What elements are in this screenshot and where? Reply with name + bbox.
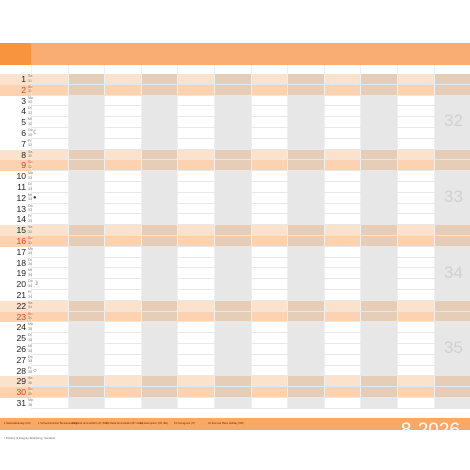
column-header-cell — [251, 65, 288, 74]
row-divider — [31, 408, 470, 409]
weekday-label: Mi — [28, 344, 32, 348]
day-row — [0, 322, 470, 333]
day-row — [0, 193, 470, 204]
week-number-small: 35 — [28, 380, 32, 385]
week-number-small: 34 — [28, 305, 32, 310]
day-number: 15 — [16, 225, 26, 236]
day-number: 13 — [16, 203, 26, 214]
week-number-small: 33 — [28, 229, 32, 234]
day-number: 31 — [16, 398, 26, 408]
weekday-label: Mo — [28, 246, 33, 251]
day-number: 1 — [21, 74, 26, 84]
column-header-cell — [324, 65, 361, 74]
day-number: 27 — [16, 354, 26, 365]
weekday-label: Di — [28, 257, 32, 262]
week-number-small: 35 — [28, 359, 32, 364]
week-number-small: 32 — [28, 143, 32, 148]
holiday-footer-bar — [0, 418, 470, 430]
holiday-note: 15 Mariä Himmelfahrt (AT, BW) — [72, 422, 108, 425]
week-number-small: 34 — [28, 251, 32, 256]
week-number-small: 34 — [28, 294, 32, 299]
weekday-label: Do — [28, 354, 33, 359]
week-number-small: 34 — [28, 272, 32, 277]
day-row — [0, 117, 470, 128]
weekday-label: So — [28, 311, 33, 316]
column-header-cell — [177, 65, 214, 74]
day-row — [0, 182, 470, 193]
day-row — [0, 387, 470, 398]
day-row — [0, 150, 470, 161]
day-number: 8 — [21, 149, 26, 160]
week-number-small: 35 — [28, 348, 32, 353]
column-header-cell — [434, 65, 470, 74]
week-number-label: 34 — [444, 262, 463, 282]
day-row — [0, 333, 470, 344]
column-header-cell — [141, 65, 178, 74]
day-row — [0, 344, 470, 355]
day-number: 30 — [16, 387, 26, 398]
day-number: 9 — [21, 160, 26, 171]
weekday-label: Do — [28, 279, 33, 284]
week-number-small: 32 — [28, 121, 32, 126]
moon-phase-icon: ☽ — [33, 281, 39, 288]
holiday-note: 15 Assumption (FR, BE) — [140, 422, 168, 425]
weekday-label: Mo — [28, 322, 33, 327]
day-row — [0, 312, 470, 323]
day-row — [0, 398, 470, 409]
weekday-label: Mo — [28, 95, 33, 100]
holiday-note: 1 Schweizerischer Bundesfeiertag — [38, 422, 78, 425]
weekday-label: Fr — [28, 290, 32, 294]
column-header-cell — [397, 65, 434, 74]
day-number: 2 — [21, 84, 26, 95]
column-header-cell — [31, 65, 68, 74]
holiday-note: 15 Mariä Himmelfahrt (BY teilw.) — [106, 422, 144, 425]
day-row — [0, 376, 470, 387]
week-number-small: 35 — [28, 326, 32, 331]
week-number-small: 33 — [28, 186, 32, 191]
column-header-cell — [360, 65, 397, 74]
day-number: 23 — [16, 311, 26, 322]
weekday-label: Fr — [28, 365, 32, 370]
day-row — [0, 204, 470, 215]
week-number-label: 32 — [444, 111, 463, 131]
day-row — [0, 128, 470, 139]
month-label: 8-2026 — [400, 420, 460, 441]
weekday-label: Mo — [28, 171, 33, 176]
weekday-label: Sa — [28, 300, 33, 305]
day-row — [0, 225, 470, 236]
weekday-label: Mo — [28, 398, 33, 402]
day-number: 20 — [16, 279, 26, 290]
day-number: 10 — [16, 171, 26, 182]
day-number: 12 — [16, 192, 26, 203]
day-row — [0, 106, 470, 117]
week-number-label: 33 — [444, 187, 463, 206]
day-number: 4 — [21, 106, 26, 117]
day-row — [0, 85, 470, 96]
day-number: 21 — [16, 290, 26, 300]
week-number-small: 31 — [28, 89, 32, 94]
week-number-small: 33 — [28, 197, 32, 202]
week-number-small: 36 — [28, 402, 32, 407]
day-row — [0, 236, 470, 247]
day-number: 24 — [16, 322, 26, 333]
week-number-small: 35 — [28, 337, 32, 342]
credit-text: * Printing & Integrity (Edinburg), Scotland — [4, 436, 55, 440]
weekday-label: Sa — [28, 149, 33, 154]
day-row — [0, 74, 470, 85]
day-row — [0, 258, 470, 269]
day-number: 22 — [16, 300, 26, 311]
week-number-small: 35 — [28, 391, 32, 396]
weekday-label: Do — [28, 128, 33, 132]
week-number-small: 33 — [28, 218, 32, 223]
header-bar — [0, 43, 470, 65]
holiday-note: 1 Nationalfeiertag (CH) — [4, 422, 31, 425]
weekday-label: Do — [28, 203, 33, 208]
moon-phase-icon: ● — [33, 194, 37, 201]
weekday-label: Di — [28, 333, 32, 338]
weekday-label: Mi — [28, 268, 32, 273]
day-row — [0, 290, 470, 301]
day-row — [0, 160, 470, 171]
day-number: 25 — [16, 333, 26, 344]
day-number: 7 — [21, 138, 26, 149]
weekday-label: So — [28, 236, 33, 240]
column-header-cell — [287, 65, 324, 74]
day-number: 5 — [21, 117, 26, 128]
day-number: 6 — [21, 128, 26, 138]
week-number-label: 35 — [444, 338, 463, 358]
column-header-cell — [214, 65, 251, 74]
footer-area — [0, 430, 470, 461]
week-number-small: 33 — [28, 208, 32, 213]
week-number-small: 33 — [28, 240, 32, 245]
weekday-label: Fr — [28, 214, 32, 219]
holiday-note: 31 Summer Bank Holiday (GB) — [208, 422, 244, 425]
week-number-small: 34 — [28, 283, 32, 288]
weekday-label: So — [28, 387, 33, 392]
day-number: 19 — [16, 268, 26, 279]
day-row — [0, 214, 470, 225]
week-number-small: 32 — [28, 132, 32, 137]
week-number-small: 33 — [28, 175, 32, 180]
weekday-label: Di — [28, 182, 32, 186]
day-number: 14 — [16, 214, 26, 225]
weekday-label: So — [28, 84, 33, 89]
day-number: 16 — [16, 236, 26, 246]
weekday-label: Sa — [28, 225, 33, 230]
weekday-label: Sa — [28, 376, 33, 381]
weekday-label: So — [28, 160, 33, 165]
weekday-label: Mi — [28, 117, 32, 122]
column-header-cell — [68, 65, 105, 74]
day-row — [0, 301, 470, 312]
wall-planner — [0, 43, 470, 461]
day-number: 26 — [16, 344, 26, 354]
day-row — [0, 355, 470, 366]
week-number-small: 32 — [28, 100, 32, 105]
weekday-label: Di — [28, 106, 32, 111]
weekday-label: Mi — [28, 192, 32, 197]
weekday-label: Fr — [28, 138, 32, 143]
week-number-small: 32 — [28, 164, 32, 169]
week-number-small: 34 — [28, 316, 32, 321]
column-header-cell — [104, 65, 141, 74]
day-row — [0, 139, 470, 150]
weekday-label: Sa — [28, 74, 33, 78]
day-number: 3 — [21, 95, 26, 106]
week-number-small: 31 — [28, 78, 32, 83]
day-number: 18 — [16, 257, 26, 268]
day-row — [0, 279, 470, 290]
week-number-small: 35 — [28, 370, 32, 375]
day-row — [0, 247, 470, 258]
day-row — [0, 366, 470, 377]
day-row — [0, 96, 470, 107]
day-number: 17 — [16, 246, 26, 257]
day-row — [0, 268, 470, 279]
week-number-small: 32 — [28, 154, 32, 159]
corner-block — [0, 43, 31, 65]
day-grid — [0, 74, 470, 409]
moon-phase-icon: ○ — [33, 367, 37, 374]
day-row — [0, 171, 470, 182]
day-number: 11 — [17, 182, 26, 192]
day-number: 29 — [16, 376, 26, 387]
holiday-note: 15 Ferragosto (IT) — [174, 422, 195, 425]
week-number-small: 32 — [28, 110, 32, 115]
day-number: 28 — [16, 365, 26, 376]
moon-phase-icon: ☾ — [33, 130, 39, 136]
week-number-small: 34 — [28, 262, 32, 267]
